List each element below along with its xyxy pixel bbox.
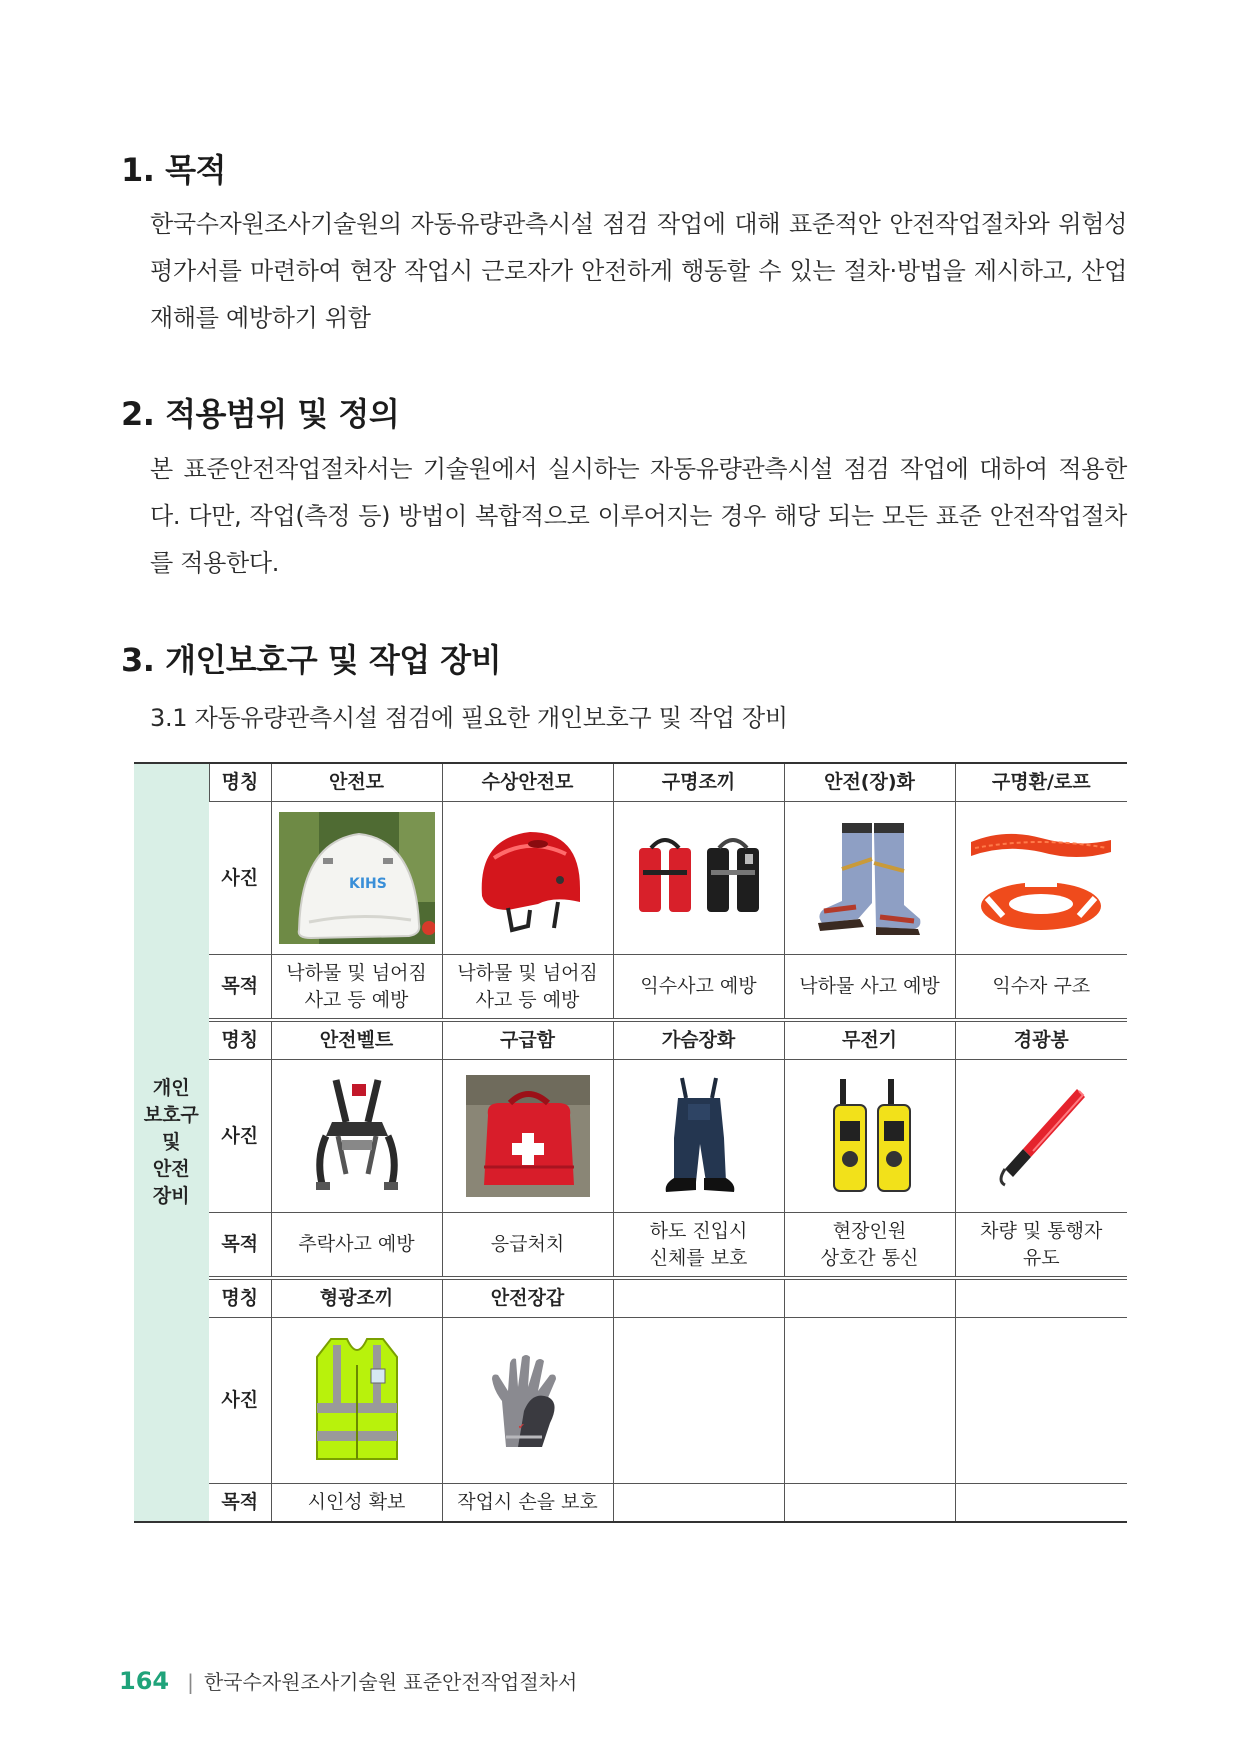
label-name: 명칭 bbox=[209, 1278, 271, 1318]
subsection-3-1-title: 3.1 자동유량관측시설 점검에 필요한 개인보호구 및 작업 장비 bbox=[150, 704, 788, 732]
section-1-body: 한국수자원조사기술원의 자동유량관측시설 점검 작업에 대해 표준적안 안전작업절차와 위험성평가서를 마련하여 현장 작업시 근로자가 안전하게 행동할 수 있는 절차·방법을 제시하고, 산업재해를 예방하기 위함 bbox=[150, 210, 1127, 332]
section-2-body: 본 표준안전작업절차서는 기술원에서 실시하는 자동유량관측시설 점검 작업에 대하여 적용한다. 다만, 작업(측정 등) 방법이 복합적으로 이루어지는 경우 해당 되는 모든 표준 안전작업절차를 적용한다. bbox=[150, 455, 1127, 577]
side-category-label bbox=[134, 763, 209, 1522]
table-row bbox=[134, 955, 1127, 1021]
item-name: 안전(장)화 bbox=[784, 763, 955, 802]
photo-cell bbox=[613, 802, 784, 955]
item-purpose: 시인성 확보 bbox=[271, 1484, 442, 1523]
section-1-title: 1. 목적 bbox=[121, 151, 226, 189]
label-purpose: 목적 bbox=[209, 1213, 271, 1279]
item-name: 무전기 bbox=[784, 1020, 955, 1060]
chest-waders-photo bbox=[656, 1074, 742, 1198]
item-name: 구급함 bbox=[442, 1020, 613, 1060]
photo-cell bbox=[955, 1060, 1127, 1213]
photo-cell bbox=[271, 1318, 442, 1484]
table-row bbox=[134, 1020, 1127, 1060]
item-name: 구명환/로프 bbox=[955, 763, 1127, 802]
photo-cell bbox=[613, 1318, 784, 1484]
photo-cell bbox=[271, 1060, 442, 1213]
hard-hat-photo bbox=[279, 812, 435, 944]
section-3-title: 3. 개인보호구 및 작업 장비 bbox=[121, 641, 502, 679]
footer-doc-title: 한국수자원조사기술원 표준안전작업절차서 bbox=[203, 1670, 578, 1694]
item-purpose: 낙하물 및 넘어짐 사고 등 예방 bbox=[271, 955, 442, 1021]
table-row bbox=[134, 1060, 1127, 1213]
item-name bbox=[784, 1278, 955, 1318]
item-name: 구명조끼 bbox=[613, 763, 784, 802]
photo-cell bbox=[784, 1060, 955, 1213]
table-row bbox=[134, 1318, 1127, 1484]
item-name bbox=[955, 1278, 1127, 1318]
photo-cell bbox=[442, 1060, 613, 1213]
side-category-text: 개인 보호구 및 안전 장비 bbox=[143, 1077, 199, 1207]
footer-divider: | bbox=[187, 1670, 194, 1694]
item-purpose: 익수사고 예방 bbox=[613, 955, 784, 1021]
item-name: 수상안전모 bbox=[442, 763, 613, 802]
item-purpose: 응급처치 bbox=[442, 1213, 613, 1279]
equipment-table bbox=[134, 762, 1127, 1523]
photo-cell bbox=[442, 802, 613, 955]
logo-kihs: KIHS bbox=[348, 876, 387, 892]
label-name: 명칭 bbox=[209, 763, 271, 802]
item-purpose: 추락사고 예방 bbox=[271, 1213, 442, 1279]
first-aid-kit-photo bbox=[466, 1075, 590, 1197]
item-purpose: 낙하물 및 넘어짐 사고 등 예방 bbox=[442, 955, 613, 1021]
photo-cell bbox=[784, 802, 955, 955]
svg-text:✔: ✔ bbox=[517, 1421, 525, 1431]
safety-harness-photo bbox=[302, 1074, 412, 1198]
table-row bbox=[134, 1278, 1127, 1318]
label-photo: 사진 bbox=[209, 802, 271, 955]
item-name: 안전모 bbox=[271, 763, 442, 802]
safety-boots-photo bbox=[810, 819, 930, 937]
item-name bbox=[613, 1278, 784, 1318]
photo-cell bbox=[271, 802, 442, 955]
item-purpose: 차량 및 통행자 유도 bbox=[955, 1213, 1127, 1279]
label-purpose: 목적 bbox=[209, 955, 271, 1021]
item-purpose bbox=[613, 1484, 784, 1523]
item-name: 형광조끼 bbox=[271, 1278, 442, 1318]
item-name: 안전장갑 bbox=[442, 1278, 613, 1318]
label-name: 명칭 bbox=[209, 1020, 271, 1060]
item-name: 가슴장화 bbox=[613, 1020, 784, 1060]
section-2-title: 2. 적용범위 및 정의 bbox=[121, 395, 400, 433]
photo-cell bbox=[442, 1318, 613, 1484]
table-row bbox=[134, 1213, 1127, 1279]
table-row bbox=[134, 1484, 1127, 1523]
item-name: 안전벨트 bbox=[271, 1020, 442, 1060]
photo-cell bbox=[613, 1060, 784, 1213]
table-row bbox=[134, 802, 1127, 955]
photo-cell bbox=[955, 802, 1127, 955]
item-purpose: 익수자 구조 bbox=[955, 955, 1127, 1021]
label-photo: 사진 bbox=[209, 1318, 271, 1484]
reflective-vest-photo bbox=[311, 1335, 403, 1467]
water-helmet-photo bbox=[468, 818, 588, 938]
item-purpose: 하도 진입시 신체를 보호 bbox=[613, 1213, 784, 1279]
item-purpose: 작업시 손을 보호 bbox=[442, 1484, 613, 1523]
table-row bbox=[134, 763, 1127, 802]
photo-cell bbox=[784, 1318, 955, 1484]
page-footer bbox=[119, 1666, 577, 1695]
label-photo: 사진 bbox=[209, 1060, 271, 1213]
life-vest-photo bbox=[633, 830, 765, 926]
walkie-talkie-photo bbox=[822, 1077, 918, 1195]
life-ring-rope-photo bbox=[965, 818, 1117, 938]
photo-cell bbox=[955, 1318, 1127, 1484]
label-purpose: 목적 bbox=[209, 1484, 271, 1523]
item-purpose: 현장인원 상호간 통신 bbox=[784, 1213, 955, 1279]
item-purpose bbox=[784, 1484, 955, 1523]
page-number: 164 bbox=[119, 1667, 170, 1695]
item-purpose: 낙하물 사고 예방 bbox=[784, 955, 955, 1021]
traffic-baton-photo bbox=[991, 1081, 1091, 1191]
safety-gloves-photo bbox=[488, 1351, 568, 1451]
item-purpose bbox=[955, 1484, 1127, 1523]
item-name: 경광봉 bbox=[955, 1020, 1127, 1060]
